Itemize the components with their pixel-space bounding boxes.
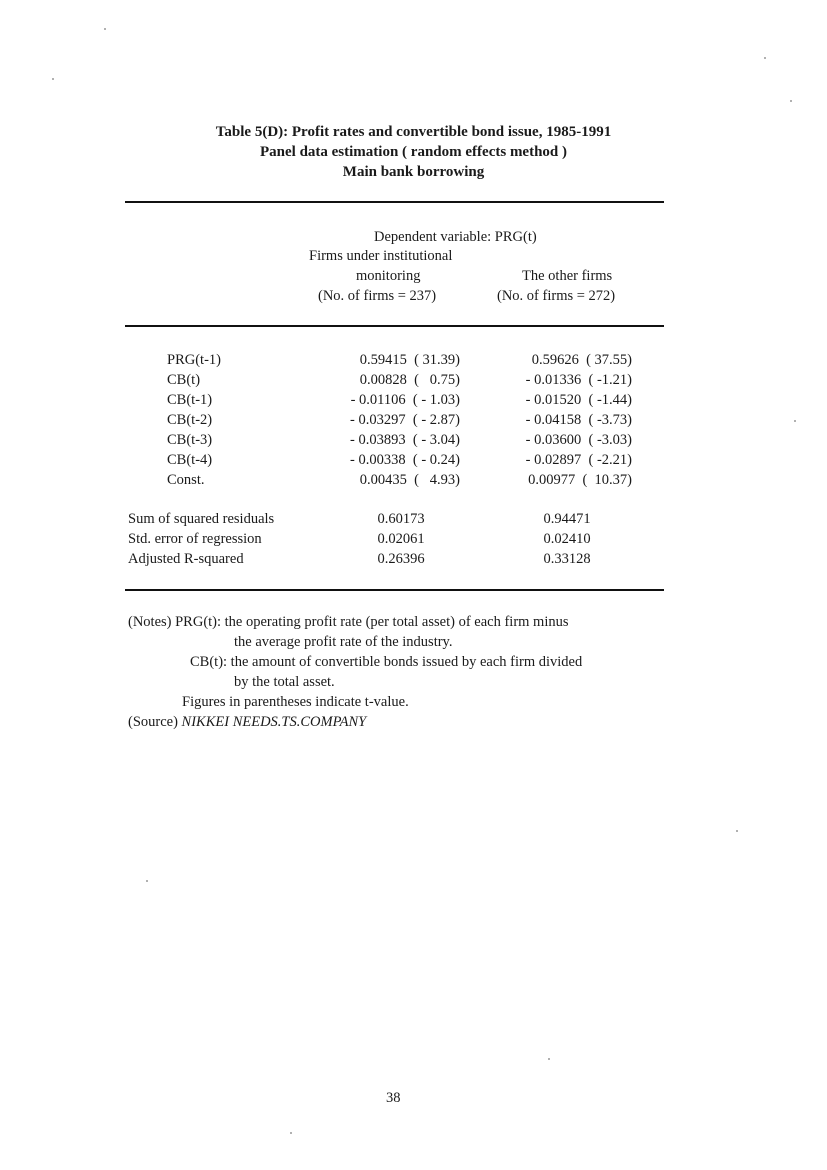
scan-speck xyxy=(794,420,796,422)
stat-col1-value: 0.02061 xyxy=(377,531,425,547)
col2-header-line3: (No. of firms = 272) xyxy=(497,288,616,304)
scan-speck xyxy=(790,100,792,102)
col2-value: 0.59626 ( 37.55) xyxy=(531,352,632,368)
page-number: 38 xyxy=(386,1090,401,1106)
stat-label: Std. error of regression xyxy=(128,531,262,547)
source-line xyxy=(128,714,366,731)
col2-value: - 0.01520 ( -1.44) xyxy=(525,392,632,408)
stat-col1-value: 0.60173 xyxy=(377,511,425,527)
row-label: CB(t) xyxy=(167,372,201,388)
stat-label: Sum of squared residuals xyxy=(128,511,275,527)
stat-col2-value: 0.33128 xyxy=(543,551,591,567)
col2-value: - 0.02897 ( -2.21) xyxy=(525,452,632,468)
bottom-rule xyxy=(125,589,664,591)
scan-speck xyxy=(290,1132,292,1134)
notes-line5: Figures in parentheses indicate t-value. xyxy=(182,694,409,710)
col1-value: 0.00435 ( 4.93) xyxy=(359,472,460,488)
col1-header-line3: (No. of firms = 237) xyxy=(318,288,437,304)
row-label: CB(t-4) xyxy=(167,452,213,468)
header-rule xyxy=(125,325,664,327)
col1-value: 0.00828 ( 0.75) xyxy=(359,372,460,388)
source-prefix: (Source) xyxy=(128,714,182,730)
col1-header-line1: Firms under institutional xyxy=(309,248,453,264)
source-name: NIKKEI NEEDS.TS.COMPANY xyxy=(181,714,367,730)
col1-value: 0.59415 ( 31.39) xyxy=(359,352,460,368)
table-subtitle-method: Panel data estimation ( random effects method ) xyxy=(259,144,568,160)
col1-header-line2: monitoring xyxy=(356,268,421,284)
row-label: Const. xyxy=(167,472,205,488)
scan-speck xyxy=(146,880,148,882)
col2-value: 0.00977 ( 10.37) xyxy=(528,472,632,488)
col1-value: - 0.03893 ( - 3.04) xyxy=(350,432,460,448)
stat-label: Adjusted R-squared xyxy=(128,551,244,567)
row-label: CB(t-1) xyxy=(167,392,213,408)
top-rule xyxy=(125,201,664,203)
col2-value: - 0.04158 ( -3.73) xyxy=(525,412,632,428)
col2-header-line2: The other firms xyxy=(522,268,613,284)
row-label: CB(t-2) xyxy=(167,412,213,428)
stat-col2-value: 0.02410 xyxy=(543,531,591,547)
notes-line2: the average profit rate of the industry. xyxy=(234,634,453,650)
notes-line1: (Notes) PRG(t): the operating profit rate (per total asset) of each firm minus xyxy=(128,614,569,630)
notes-line4: by the total asset. xyxy=(234,674,335,690)
stat-col2-value: 0.94471 xyxy=(543,511,591,527)
table-subtitle-sample: Main bank borrowing xyxy=(342,164,485,180)
scan-speck xyxy=(104,28,106,30)
scan-speck xyxy=(764,57,766,59)
row-label: CB(t-3) xyxy=(167,432,213,448)
scan-speck xyxy=(548,1058,550,1060)
row-label: PRG(t-1) xyxy=(167,352,221,368)
stat-col1-value: 0.26396 xyxy=(377,551,425,567)
col2-value: - 0.03600 ( -3.03) xyxy=(525,432,632,448)
col1-value: - 0.00338 ( - 0.24) xyxy=(350,452,460,468)
col2-value: - 0.01336 ( -1.21) xyxy=(525,372,632,388)
scan-speck xyxy=(736,830,738,832)
table-title: Table 5(D): Profit rates and convertible bond issue, 1985-1991 xyxy=(215,124,612,140)
dependent-variable-label: Dependent variable: PRG(t) xyxy=(374,229,537,245)
col1-value: - 0.01106 ( - 1.03) xyxy=(350,392,460,408)
scan-speck xyxy=(52,78,54,80)
col1-value: - 0.03297 ( - 2.87) xyxy=(350,412,460,428)
notes-line3: CB(t): the amount of convertible bonds issued by each firm divided xyxy=(190,654,583,670)
